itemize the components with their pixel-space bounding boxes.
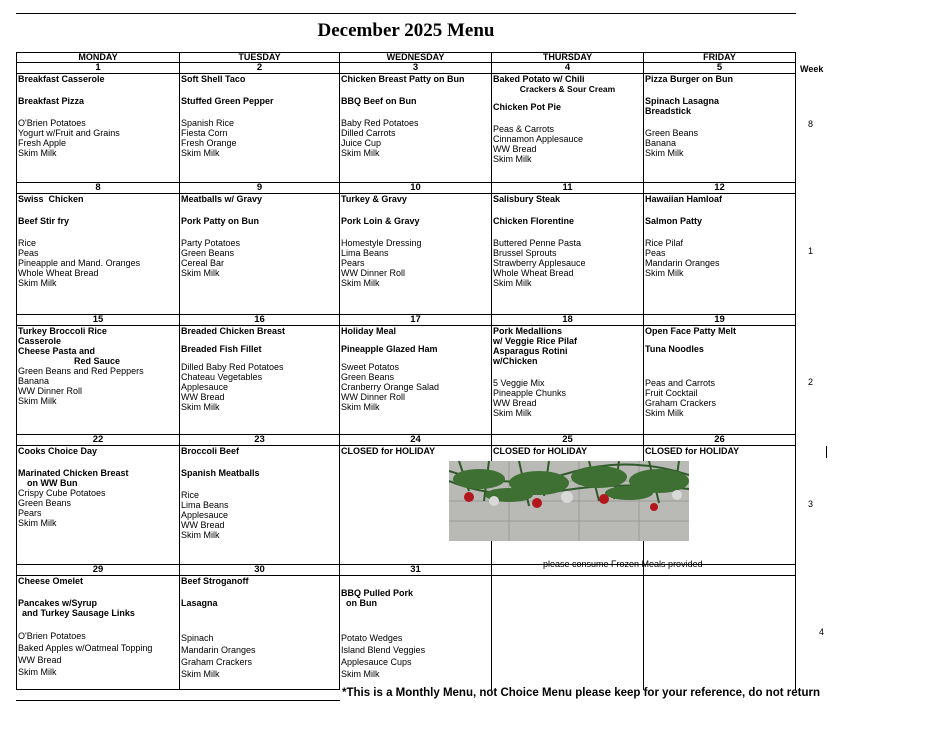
text-cursor bbox=[826, 446, 827, 458]
side-item: Skim Milk bbox=[493, 278, 532, 288]
entree-1: BBQ Pulled Pork bbox=[341, 588, 414, 598]
side-item: Lima Beans bbox=[181, 500, 229, 510]
entree-1: Pork Medallions bbox=[493, 326, 563, 336]
day-number: 12 bbox=[644, 183, 796, 194]
entree-2-cont: Red Sauce bbox=[74, 356, 121, 366]
side-item: Skim Milk bbox=[493, 154, 532, 164]
side-item: Baby Red Potatoes bbox=[341, 118, 419, 128]
side-item: Skim Milk bbox=[645, 408, 684, 418]
header-wednesday: WEDNESDAY bbox=[340, 53, 492, 63]
entree-1-cont: Casserole bbox=[18, 336, 62, 346]
entree-1: Breakfast Casserole bbox=[18, 74, 105, 84]
side-item: Skim Milk bbox=[18, 667, 57, 677]
side-item: Fruit Cocktail bbox=[645, 388, 698, 398]
day-number: 18 bbox=[492, 315, 644, 326]
side-item: WW Bread bbox=[181, 392, 225, 402]
side-item: Skim Milk bbox=[181, 669, 220, 679]
day-number: 16 bbox=[180, 315, 340, 326]
day-number: 24 bbox=[340, 435, 492, 446]
entree-2: Pancakes w/Syrup bbox=[18, 598, 98, 608]
side-item: Spinach bbox=[181, 633, 214, 643]
day-cell-2 bbox=[180, 63, 340, 183]
side-item: WW Dinner Roll bbox=[341, 268, 406, 278]
side-item: Peas bbox=[18, 248, 39, 258]
day-number: 26 bbox=[644, 435, 796, 446]
entree-1: Cooks Choice Day bbox=[18, 446, 98, 456]
side-item: Yogurt w/Fruit and Grains bbox=[18, 128, 120, 138]
day-cell-1 bbox=[17, 63, 180, 183]
side-item: Chateau Vegetables bbox=[181, 372, 263, 382]
day-number: 31 bbox=[340, 565, 492, 576]
day-number: 1 bbox=[17, 63, 180, 74]
side-item: Banana bbox=[18, 376, 50, 386]
side-item: Applesauce bbox=[181, 510, 229, 520]
side-item: Skim Milk bbox=[18, 396, 57, 406]
day-cell-16 bbox=[180, 315, 340, 435]
entree-1: Broccoli Beef bbox=[181, 446, 240, 456]
entree-2: Salmon Patty bbox=[645, 216, 703, 226]
entree-2: Stuffed Green Pepper bbox=[181, 96, 274, 106]
day-number: 25 bbox=[492, 435, 644, 446]
side-item: WW Bread bbox=[18, 655, 62, 665]
entree-2: Asparagus Rotini bbox=[493, 346, 568, 356]
week-row-1 bbox=[17, 63, 796, 183]
side-item: Graham Crackers bbox=[181, 657, 253, 667]
side-item: Whole Wheat Bread bbox=[18, 268, 99, 278]
side-item: WW Bread bbox=[493, 398, 537, 408]
side-item: Pineapple Chunks bbox=[493, 388, 567, 398]
week-number: 1 bbox=[808, 246, 814, 256]
day-cell-4 bbox=[492, 63, 644, 183]
week-row-3 bbox=[17, 315, 796, 435]
entree-1: Swiss Chicken bbox=[18, 194, 84, 204]
side-item: Skim Milk bbox=[645, 268, 684, 278]
side-item: Skim Milk bbox=[493, 408, 532, 418]
entree-1: Cheese Omelet bbox=[18, 576, 84, 586]
entree-1-cont: w/ Veggie Rice Pilaf bbox=[493, 336, 578, 346]
entree-2: Beef Stir fry bbox=[18, 216, 70, 226]
entree-2: Tuna Noodles bbox=[645, 344, 704, 354]
menu-calendar bbox=[16, 52, 796, 690]
day-cell-9 bbox=[180, 183, 340, 315]
day-cell-3 bbox=[340, 63, 492, 183]
closed-label: CLOSED for HOLIDAY bbox=[493, 446, 588, 456]
side-item: Crispy Cube Potatoes bbox=[18, 488, 106, 498]
day-number: 9 bbox=[180, 183, 340, 194]
empty-cell bbox=[492, 565, 644, 690]
day-number: 22 bbox=[17, 435, 180, 446]
side-item: Spanish Rice bbox=[181, 118, 235, 128]
side-item: Strawberry Applesauce bbox=[493, 258, 586, 268]
side-item: Pears bbox=[341, 258, 365, 268]
entree-2: Spanish Meatballs bbox=[181, 468, 260, 478]
day-number: 23 bbox=[180, 435, 340, 446]
side-item: Skim Milk bbox=[181, 148, 220, 158]
side-item: Peas & Carrots bbox=[493, 124, 555, 134]
day-number: 5 bbox=[644, 63, 796, 74]
day-cell-29 bbox=[17, 565, 180, 690]
entree-1-cont: on Bun bbox=[346, 598, 377, 608]
side-item: Applesauce Cups bbox=[341, 657, 412, 667]
entree-2-cont: on WW Bun bbox=[27, 478, 78, 488]
side-item: Cranberry Orange Salad bbox=[341, 382, 440, 392]
header-monday: MONDAY bbox=[17, 53, 180, 63]
entree-2: Lasagna bbox=[181, 598, 218, 608]
day-number: 29 bbox=[17, 565, 180, 576]
entree-1: Chicken Breast Patty on Bun bbox=[341, 74, 465, 84]
day-cell-15 bbox=[17, 315, 180, 435]
side-item: Fresh Orange bbox=[181, 138, 237, 148]
day-number: 2 bbox=[180, 63, 340, 74]
side-item: WW Bread bbox=[493, 144, 537, 154]
entree-2: Pineapple Glazed Ham bbox=[341, 344, 438, 354]
side-item: Skim Milk bbox=[18, 518, 57, 528]
entree-3: Breadstick bbox=[645, 106, 692, 116]
week-row-5 bbox=[17, 565, 796, 690]
side-item: Skim Milk bbox=[341, 669, 380, 679]
side-item: WW Dinner Roll bbox=[18, 386, 83, 396]
day-cell-5 bbox=[644, 63, 796, 183]
side-item: Peas bbox=[645, 248, 666, 258]
side-item: Skim Milk bbox=[18, 148, 57, 158]
side-item: Rice Pilaf bbox=[645, 238, 684, 248]
week-column-header: Week bbox=[800, 64, 824, 74]
side-item: Brussel Sprouts bbox=[493, 248, 557, 258]
header-friday: FRIDAY bbox=[644, 53, 796, 63]
side-item: Skim Milk bbox=[341, 278, 380, 288]
entree-1: Meatballs w/ Gravy bbox=[181, 194, 263, 204]
day-number: 4 bbox=[492, 63, 644, 74]
side-item: Mandarin Oranges bbox=[181, 645, 256, 655]
day-cell-31 bbox=[340, 565, 492, 690]
side-item: Sweet Potatos bbox=[341, 362, 400, 372]
entree-1: Soft Shell Taco bbox=[181, 74, 246, 84]
side-item: Baked Apples w/Oatmeal Topping bbox=[18, 643, 153, 653]
side-item: Graham Crackers bbox=[645, 398, 717, 408]
side-item: Dilled Baby Red Potatoes bbox=[181, 362, 284, 372]
week-number: 2 bbox=[808, 377, 814, 387]
side-item: Applesauce bbox=[181, 382, 229, 392]
side-item: Skim Milk bbox=[18, 278, 57, 288]
side-item: Green Beans bbox=[645, 128, 699, 138]
entree-1: Hawaiian Hamloaf bbox=[645, 194, 723, 204]
side-item: Green Beans and Red Peppers bbox=[18, 366, 144, 376]
day-cell-22 bbox=[17, 435, 180, 565]
day-cell-30 bbox=[180, 565, 340, 690]
side-item: Homestyle Dressing bbox=[341, 238, 422, 248]
side-item: Skim Milk bbox=[181, 268, 220, 278]
day-cell-8 bbox=[17, 183, 180, 315]
side-item: Rice bbox=[18, 238, 37, 248]
entree-1: Salisbury Steak bbox=[493, 194, 561, 204]
side-item: Whole Wheat Bread bbox=[493, 268, 574, 278]
side-item: Island Blend Veggies bbox=[341, 645, 426, 655]
side-item: O'Brien Potatoes bbox=[18, 118, 86, 128]
side-item: Banana bbox=[645, 138, 677, 148]
entree-2: Breaded Fish Fillet bbox=[181, 344, 262, 354]
entree-1: Turkey Broccoli Rice bbox=[18, 326, 107, 336]
entree-2: Pork Patty on Bun bbox=[181, 216, 260, 226]
day-cell-19 bbox=[644, 315, 796, 435]
week-row-2 bbox=[17, 183, 796, 315]
side-item: Peas and Carrots bbox=[645, 378, 716, 388]
day-cell-23 bbox=[180, 435, 340, 565]
week-number: 8 bbox=[808, 119, 814, 129]
day-number: 19 bbox=[644, 315, 796, 326]
entree-subline: Crackers & Sour Cream bbox=[519, 84, 616, 94]
entree-2: Pork Loin & Gravy bbox=[341, 216, 420, 226]
side-item: O'Brien Potatoes bbox=[18, 631, 86, 641]
closed-label: CLOSED for HOLIDAY bbox=[341, 446, 436, 456]
side-item: Skim Milk bbox=[181, 402, 220, 412]
day-number: 15 bbox=[17, 315, 180, 326]
side-item: Fiesta Corn bbox=[181, 128, 228, 138]
week-number: 4 bbox=[819, 627, 825, 637]
side-item: WW Dinner Roll bbox=[341, 392, 406, 402]
side-item: Green Beans bbox=[18, 498, 72, 508]
side-item: Juice Cup bbox=[341, 138, 382, 148]
side-item: Mandarin Oranges bbox=[645, 258, 720, 268]
page-title: December 2025 Menu bbox=[317, 20, 495, 41]
entree-1: Breaded Chicken Breast bbox=[181, 326, 286, 336]
header-tuesday: TUESDAY bbox=[180, 53, 340, 63]
day-number: 3 bbox=[340, 63, 492, 74]
side-item: Fresh Apple bbox=[18, 138, 67, 148]
side-item: Skim Milk bbox=[341, 402, 380, 412]
top-rule bbox=[16, 13, 796, 14]
entree-2: Chicken Pot Pie bbox=[493, 102, 562, 112]
entree-1: Holiday Meal bbox=[341, 326, 397, 336]
entree-1: Turkey & Gravy bbox=[341, 194, 407, 204]
side-item: Cereal Bar bbox=[181, 258, 225, 268]
side-item: Pineapple and Mand. Oranges bbox=[18, 258, 141, 268]
side-item: Pears bbox=[18, 508, 42, 518]
side-item: Party Potatoes bbox=[181, 238, 241, 248]
side-item: Cinnamon Applesauce bbox=[493, 134, 584, 144]
entree-2-cont: and Turkey Sausage Links bbox=[22, 608, 135, 618]
day-cell-10 bbox=[340, 183, 492, 315]
side-item: Skim Milk bbox=[181, 530, 220, 540]
side-item: 5 Veggie Mix bbox=[493, 378, 545, 388]
side-item: Skim Milk bbox=[341, 148, 380, 158]
closed-label: CLOSED for HOLIDAY bbox=[645, 446, 740, 456]
day-number: 11 bbox=[492, 183, 644, 194]
side-item: Green Beans bbox=[181, 248, 235, 258]
bottom-rule bbox=[16, 700, 340, 701]
entree-1: Open Face Patty Melt bbox=[645, 326, 737, 336]
weekday-header-row bbox=[17, 53, 796, 63]
holiday-pine-image bbox=[449, 461, 689, 541]
side-item: Green Beans bbox=[341, 372, 395, 382]
day-number: 10 bbox=[340, 183, 492, 194]
day-cell-18 bbox=[492, 315, 644, 435]
empty-cell bbox=[644, 565, 796, 690]
day-cell-11 bbox=[492, 183, 644, 315]
holiday-frozen-meals-note: please consume Frozen Meals provided bbox=[543, 559, 703, 569]
day-cell-17 bbox=[340, 315, 492, 435]
side-item: Skim Milk bbox=[645, 148, 684, 158]
footer-note: *This is a Monthly Menu, not Choice Menu please keep for your reference, do not return bbox=[342, 687, 820, 699]
entree-1: Pizza Burger on Bun bbox=[645, 74, 734, 84]
day-cell-12 bbox=[644, 183, 796, 315]
side-item: Lima Beans bbox=[341, 248, 389, 258]
entree-2: Cheese Pasta and bbox=[18, 346, 96, 356]
entree-2-cont: w/Chicken bbox=[493, 356, 538, 366]
side-item: Buttered Penne Pasta bbox=[493, 238, 582, 248]
entree-1: Baked Potato w/ Chili bbox=[493, 74, 585, 84]
day-number: 8 bbox=[17, 183, 180, 194]
day-number: 30 bbox=[180, 565, 340, 576]
side-item: WW Bread bbox=[181, 520, 225, 530]
entree-2: Spinach Lasagna bbox=[645, 96, 720, 106]
week-number: 3 bbox=[808, 499, 814, 509]
entree-1: Beef Stroganoff bbox=[181, 576, 249, 586]
side-item: Potato Wedges bbox=[341, 633, 403, 643]
entree-2: Marinated Chicken Breast bbox=[18, 468, 129, 478]
header-thursday: THURSDAY bbox=[492, 53, 644, 63]
entree-2: Chicken Florentine bbox=[493, 216, 575, 226]
side-item: Dilled Carrots bbox=[341, 128, 396, 138]
entree-2: BBQ Beef on Bun bbox=[341, 96, 417, 106]
side-item: Rice bbox=[181, 490, 200, 500]
day-number: 17 bbox=[340, 315, 492, 326]
entree-2: Breakfast Pizza bbox=[18, 96, 85, 106]
